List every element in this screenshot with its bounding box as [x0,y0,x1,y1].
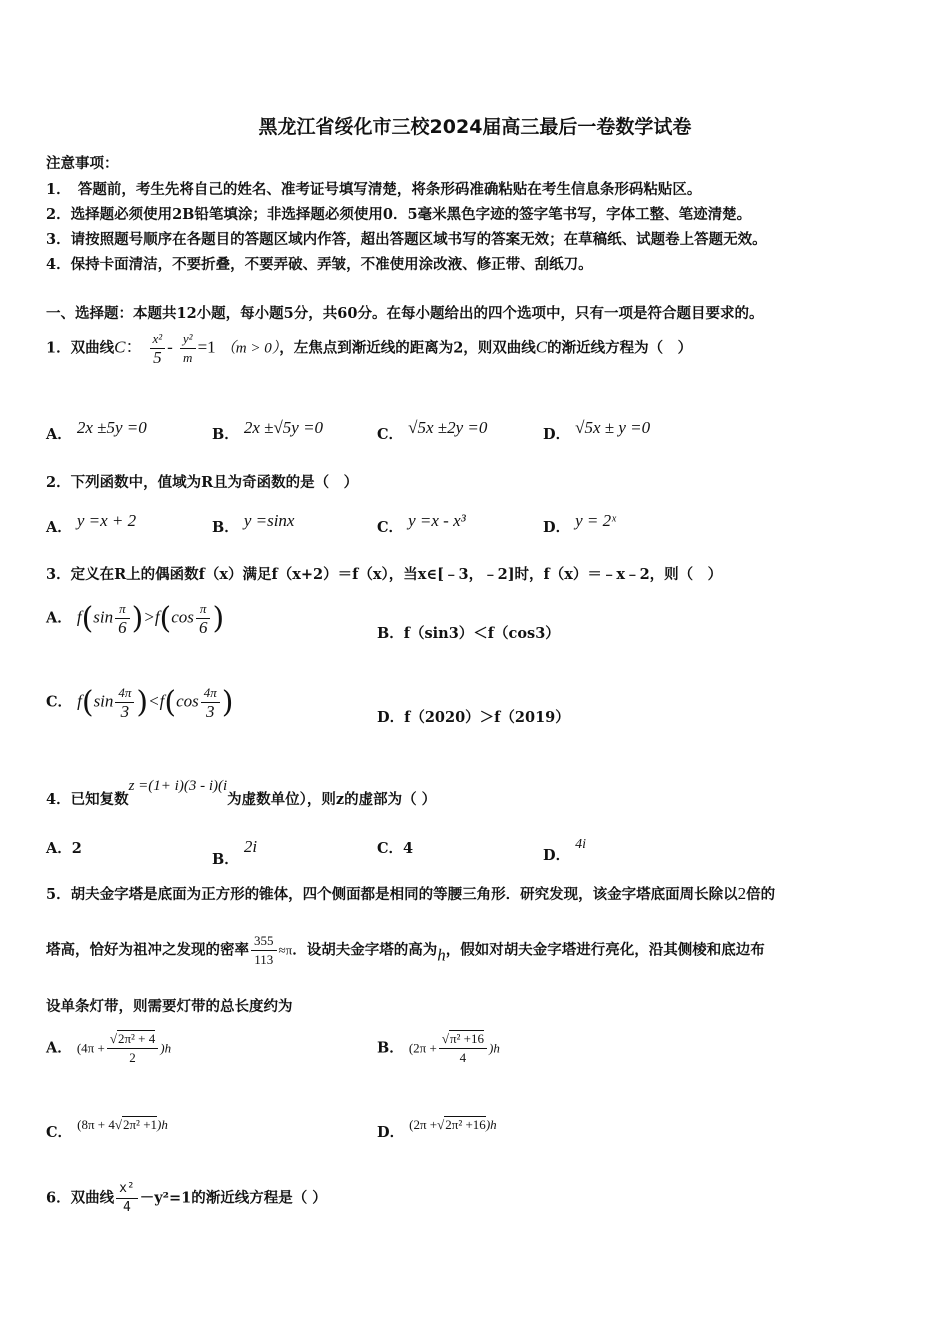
notice-item-4: 4．保持卡面清洁，不要折叠，不要弄破、弄皱，不准使用涂改液、修正带、刮纸刀。 [46,256,593,273]
q5-option-c[interactable]: C． (8π + 4√2π² +1)h [46,1117,168,1141]
q4-option-d[interactable]: D． 4i [543,837,587,864]
q1-option-a[interactable]: A． 2x ±5y =0 [46,418,147,443]
q1-option-b[interactable]: B． 2x ±√5y =0 [212,418,324,443]
q2-option-c[interactable]: C． y =x - x³ [377,511,466,536]
q1-frac-y: $\frac{\text{y²}}{m}$ [180,330,196,367]
question-4: 4．已知复数z =(1+ i)(3 - i)(i为虚数单位），则z的虚部为（ ） [46,778,437,808]
q3-option-a[interactable]: A． f(sin $\frac{\pi}{6}$ )>f(cos $\frac{\pi}{6}$ ) [46,601,225,637]
q2-option-a[interactable]: A． y =x + 2 [46,511,137,536]
notice-item-2: 2．选择题必须使用2B铅笔填涂；非选择题必须使用0．5毫米黑色字迹的签字笔书写，字体工整、笔迹清楚。 [46,206,752,223]
q3-option-c[interactable]: C． f(sin $\frac{4\pi}{3}$ )<f(cos $\frac{4\pi}{3}$ ) [46,685,234,721]
question-5-line-3: 设单条灯带，则需要灯带的总长度约为 [46,998,293,1015]
question-5-line-2: 塔高，恰好为祖冲之发现的密率 $\frac{355}{113}$ ≈π．设胡夫金字塔的高为h，假如对胡夫金字塔进行亮化，沿其侧棱和底边布 [46,933,765,967]
q4-option-a[interactable]: A．2 [46,840,82,857]
q5-option-a[interactable]: A． (4π + $\frac{\text{√2π² + 4}}{2}$ )h [46,1031,172,1065]
question-2: 2．下列函数中，值域为R且为奇函数的是（ ） [46,474,359,491]
q4-option-b[interactable]: B． 2i [212,837,258,868]
question-5-line-1: 5．胡夫金字塔是底面为正方形的锥体，四个侧面都是相同的等腰三角形．研究发现，该金字塔底面周长除以2倍的 [46,884,776,903]
section-heading: 一、选择题：本题共12小题，每小题5分，共60分。在每小题给出的四个选项中，只有一项是符合题目要求的。 [46,305,764,322]
notice-heading: 注意事项： [46,155,119,172]
q5-option-d[interactable]: D． (2π +√2π² +16)h [377,1117,497,1141]
q1-prefix: 1．双曲线 [46,339,115,357]
question-6: 6．双曲线 $\frac{\text{x²}}{4}$ －y²=1的渐近线方程是（ ） [46,1181,327,1215]
page-title: 黑龙江省绥化市三校2024届高三最后一卷数学试卷 [258,116,692,138]
q1-cond: （m > 0） [220,340,280,357]
q1-eq: =1 [197,337,216,357]
notice-item-3: 3．请按照题号顺序在各题目的答题区域内作答，超出答题区域书写的答案无效；在草稿纸、试题卷上答题无效。 [46,231,767,248]
q1-frac-x: $\frac{\text{x²}}{5}$ [150,330,166,367]
q1-suffix: 的渐近线方程为（ ） [547,339,693,357]
q3-option-b[interactable]: B．f（sin3）＜f（cos3） [377,625,560,642]
q4-formula: z =(1+ i)(3 - i)(i [128,778,228,794]
q1-mid: ，左焦点到渐近线的距离为2，则双曲线 [279,339,536,357]
q1-option-d[interactable]: D． √5x ± y =0 [543,418,651,443]
q1-colon: ： [125,337,143,357]
q1-option-c[interactable]: C． √5x ±2y =0 [377,418,488,443]
q2-option-d[interactable]: D． y = 2ˣ [543,511,616,536]
q2-option-b[interactable]: B． y =sinx [212,511,295,536]
notice-item-1: 1． 答题前，考生先将自己的姓名、准考证号填写清楚，将条形码准确粘贴在考生信息条形码粘贴区。 [46,181,702,198]
question-1 [46,330,692,367]
q5-option-b[interactable]: B． (2π + $\frac{\text{√π² +16}}{4}$ )h [377,1031,500,1065]
question-3: 3．定义在R上的偶函数f（x）满足f（x+2）＝f（x），当x∈[﹣3，﹣2]时，f（x）＝﹣x﹣2，则（ ） [46,566,723,583]
q1-C: C [114,337,126,357]
q3-option-d[interactable]: D．f（2020）＞f（2019） [377,709,570,726]
q4-option-c[interactable]: C．4 [377,840,414,857]
q1-minus: - [167,337,173,357]
q1-C2: C [535,337,548,357]
